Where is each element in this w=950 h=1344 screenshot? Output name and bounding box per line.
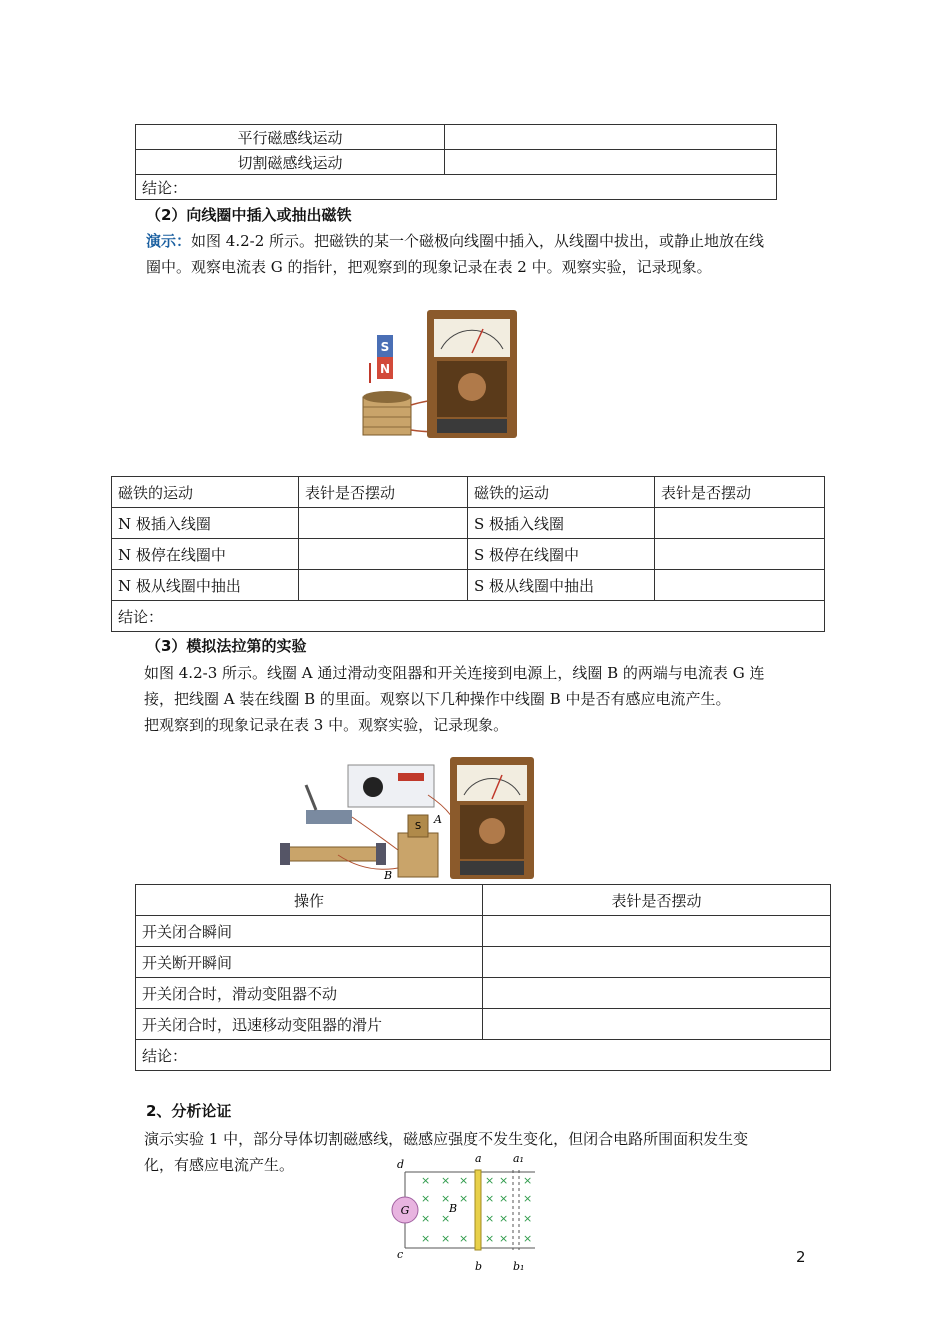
- svg-text:×: ×: [523, 1174, 533, 1187]
- svg-text:×: ×: [485, 1174, 495, 1187]
- svg-text:×: ×: [421, 1212, 431, 1225]
- magnet-coil-figure: [355, 305, 530, 445]
- label-g: G: [400, 1204, 410, 1217]
- galvanometer-coil: [458, 373, 486, 401]
- table-header: 表针是否摆动: [299, 477, 468, 508]
- label-s: S: [414, 821, 422, 832]
- label-field-b: B: [449, 1202, 458, 1215]
- table-header: 操作: [136, 885, 483, 916]
- table-row: [112, 539, 825, 570]
- section-heading: （2）向线圈中插入或抽出磁铁: [146, 206, 352, 224]
- galvanometer-dial: [457, 765, 527, 801]
- table-cell: 开关闭合瞬间: [136, 916, 483, 947]
- svg-text:×: ×: [441, 1212, 451, 1225]
- motion-table: [135, 124, 777, 200]
- svg-text:×: ×: [459, 1174, 469, 1187]
- table-row: [136, 175, 777, 200]
- conclusion-cell: 结论：: [136, 175, 777, 200]
- svg-text:×: ×: [421, 1192, 431, 1205]
- svg-text:×: ×: [421, 1232, 431, 1245]
- table-header: 磁铁的运动: [468, 477, 655, 508]
- svg-text:×: ×: [523, 1232, 533, 1245]
- svg-text:×: ×: [441, 1192, 451, 1205]
- table-cell: [299, 508, 468, 539]
- field-circuit-figure: [385, 1150, 545, 1274]
- table-cell: [299, 570, 468, 601]
- svg-text:×: ×: [459, 1232, 469, 1245]
- faraday-experiment-figure: [278, 755, 540, 883]
- paragraph-line: 如图 4.2-2 所示。把磁铁的某一个磁极向线圈中插入，从线圈中拔出，或静止地放在线: [191, 232, 765, 250]
- table-cell: N 极停在线圈中: [112, 539, 299, 570]
- demo-label: 演示：: [146, 232, 192, 250]
- table-cell: [483, 978, 831, 1009]
- conclusion-cell: 结论：: [136, 1040, 831, 1071]
- table-row: [112, 477, 825, 508]
- coil-top: [363, 391, 411, 403]
- svg-text:×: ×: [459, 1192, 469, 1205]
- paragraph: [146, 228, 826, 280]
- table-cell: [483, 916, 831, 947]
- table-cell: S 极停在线圈中: [468, 539, 655, 570]
- table-row: [112, 570, 825, 601]
- svg-text:×: ×: [441, 1232, 451, 1245]
- operation-table: [135, 884, 831, 1071]
- table-row: [136, 916, 831, 947]
- svg-text:×: ×: [523, 1212, 533, 1225]
- conclusion-cell: 结论：: [112, 601, 825, 632]
- table-cell: 平行磁感线运动: [136, 125, 445, 150]
- paragraph-line: 圈中。观察电流表 G 的指针，把观察到的现象记录在表 2 中。观察实验，记录现象。: [146, 258, 712, 276]
- svg-text:×: ×: [485, 1192, 495, 1205]
- paragraph-line: 演示实验 1 中，部分导体切割磁感线，磁感应强度不发生变化，但闭合电路所围面积发生变: [144, 1130, 749, 1148]
- svg-text:×: ×: [523, 1192, 533, 1205]
- conductor-bar: [475, 1170, 481, 1250]
- table-row: [136, 150, 777, 175]
- svg-text:×: ×: [499, 1232, 509, 1245]
- svg-text:×: ×: [499, 1212, 509, 1225]
- rheostat: [288, 847, 378, 861]
- table-row: [136, 947, 831, 978]
- switch: [306, 810, 352, 824]
- table-cell: [299, 539, 468, 570]
- svg-text:×: ×: [485, 1212, 495, 1225]
- svg-text:×: ×: [499, 1192, 509, 1205]
- table-row: [136, 885, 831, 916]
- table-cell: [655, 570, 825, 601]
- table-cell: S 极从线圈中抽出: [468, 570, 655, 601]
- section-heading: 2、分析论证: [146, 1102, 232, 1120]
- table-row: [112, 508, 825, 539]
- paragraph-line: 如图 4.2-3 所示。线圈 A 通过滑动变阻器和开关连接到电源上，线圈 B 的两端与电流表 G 连: [144, 664, 765, 682]
- table-cell: [445, 150, 777, 175]
- table-row: [136, 1009, 831, 1040]
- paragraph: [144, 660, 824, 738]
- section-heading: （3）模拟法拉第的实验: [146, 637, 307, 655]
- table-cell: [483, 947, 831, 978]
- coil-b: [398, 833, 438, 877]
- power-knob: [363, 777, 383, 797]
- label-a: A: [434, 813, 442, 826]
- svg-text:×: ×: [499, 1174, 509, 1187]
- table-cell: N 极插入线圈: [112, 508, 299, 539]
- magnet-motion-table: [111, 476, 825, 632]
- table-cell: N 极从线圈中抽出: [112, 570, 299, 601]
- table-header: 表针是否摆动: [655, 477, 825, 508]
- table-cell: 开关断开瞬间: [136, 947, 483, 978]
- label-a: a: [475, 1152, 482, 1165]
- table-cell: S 极插入线圈: [468, 508, 655, 539]
- svg-text:×: ×: [485, 1232, 495, 1245]
- svg-text:×: ×: [421, 1174, 431, 1187]
- label-b1: b₁: [513, 1260, 525, 1273]
- svg-text:×: ×: [441, 1174, 451, 1187]
- paragraph-line: 化，有感应电流产生。: [144, 1156, 295, 1174]
- label-d: d: [397, 1158, 405, 1171]
- magnet-s-label: S: [380, 340, 390, 354]
- table-row: [112, 601, 825, 632]
- power-supply: [348, 765, 434, 807]
- table-cell: [655, 539, 825, 570]
- table-cell: 开关闭合时，滑动变阻器不动: [136, 978, 483, 1009]
- page-number: 2: [796, 1248, 806, 1266]
- label-c: c: [397, 1248, 404, 1261]
- table-cell: [483, 1009, 831, 1040]
- label-b: b: [475, 1260, 483, 1273]
- table-cell: 开关闭合时，迅速移动变阻器的滑片: [136, 1009, 483, 1040]
- paragraph-line: 把观察到的现象记录在表 3 中。观察实验，记录现象。: [144, 716, 509, 734]
- table-row: [136, 1040, 831, 1071]
- table-row: [136, 125, 777, 150]
- paragraph-line: 接，把线圈 A 装在线圈 B 的里面。观察以下几种操作中线圈 B 中是否有感应电流产生。: [144, 690, 731, 708]
- label-b: B: [384, 869, 393, 882]
- label-a1: a₁: [513, 1152, 524, 1165]
- table-row: [136, 978, 831, 1009]
- table-cell: [445, 125, 777, 150]
- table-header: 磁铁的运动: [112, 477, 299, 508]
- table-cell: [655, 508, 825, 539]
- table-header: 表针是否摆动: [483, 885, 831, 916]
- magnet-n-label: N: [379, 362, 391, 376]
- table-cell: 切割磁感线运动: [136, 150, 445, 175]
